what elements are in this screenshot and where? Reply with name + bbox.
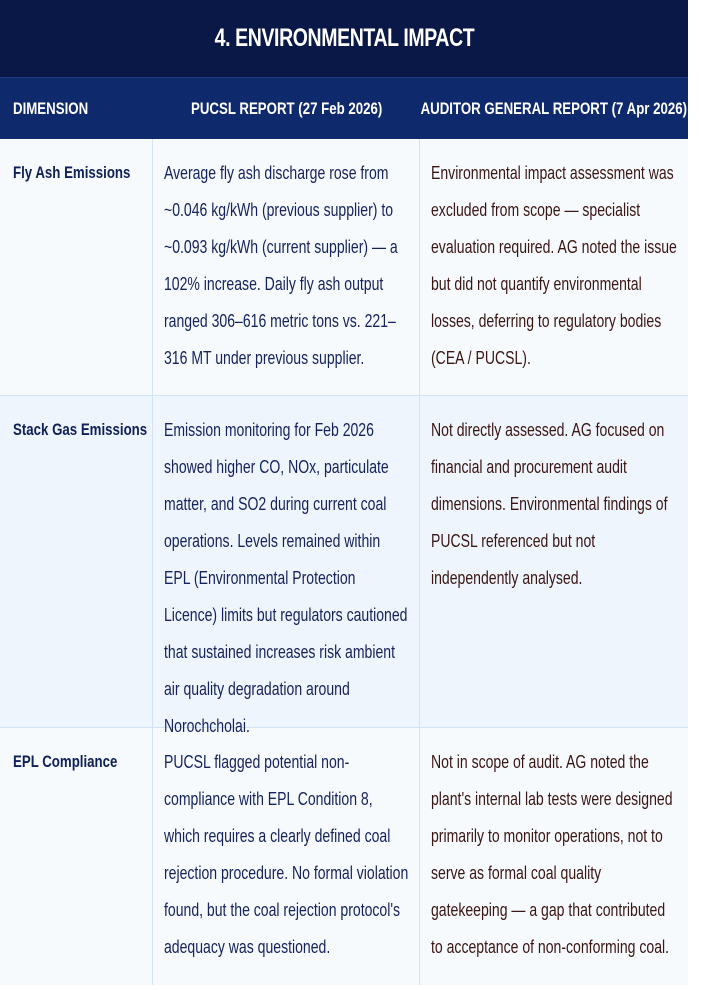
- header-pucsl-label: PUCSL REPORT (27 Feb 2026): [190, 98, 383, 118]
- dimension-label: Fly Ash Emissions: [13, 163, 131, 182]
- pucsl-cell: [153, 396, 420, 745]
- header-dimension-label: DIMENSION: [13, 98, 89, 118]
- pucsl-text: PUCSL flagged potential non-compliance with EPL Condition 8, which requires a clearly defined coal rejection procedure. No formal violation found, but the coal rejection protocol's adequacy was questioned.: [164, 752, 409, 957]
- ag-cell: [420, 396, 688, 745]
- ag-text: Not in scope of audit. AG noted the plant's internal lab tests were designed primarily to monitor operations, not to serve as formal coal quality gatekeeping — a gap that contributed to acceptance of non-conforming coal.: [431, 752, 673, 957]
- header-pucsl: [153, 78, 420, 139]
- header-ag-label: AUDITOR GENERAL REPORT (7 Apr 2026): [420, 98, 688, 118]
- ag-text: Not directly assessed. AG focused on financial and procurement audit dimensions. Environmental findings of PUCSL referenced but not independently analysed.: [431, 420, 668, 588]
- pucsl-cell: [153, 139, 420, 395]
- ag-cell: [420, 728, 688, 985]
- table-title: 4. ENVIRONMENTAL IMPACT: [214, 24, 474, 52]
- pucsl-text: Emission monitoring for Feb 2026 showed higher CO, NOx, particulate matter, and SO2 during current coal operations. Levels remained within EPL (Environmental Protection Licence) limits but regulators cautioned that sustained increases risk ambient air quality degradation around Norochcholai.: [164, 420, 408, 736]
- ag-text: Environmental impact assessment was excluded from scope — specialist evaluation required. AG noted the issue but did not quantify environmental losses, deferring to regulatory bodies (CEA / PUCSL).: [431, 163, 677, 368]
- header-ag: [420, 78, 688, 139]
- dimension-label: Stack Gas Emissions: [13, 420, 148, 439]
- table-row: [0, 728, 688, 985]
- dimension-cell: [0, 139, 153, 395]
- pucsl-text: Average fly ash discharge rose from ~0.046 kg/kWh (previous supplier) to ~0.093 kg/kWh (current supplier) — a 102% increase. Daily fly ash output ranged 306–616 metric tons vs. 221–316 MT under previous supplier.: [164, 163, 398, 368]
- table-header-row: [0, 77, 688, 139]
- header-dimension: [0, 78, 153, 139]
- dimension-cell: [0, 728, 153, 985]
- table-row: [0, 396, 688, 736]
- pucsl-cell: [153, 728, 420, 985]
- ag-cell: [420, 139, 688, 395]
- table-title-bar: [0, 0, 688, 77]
- dimension-label: EPL Compliance: [13, 752, 118, 771]
- table-row: [0, 139, 688, 396]
- dimension-cell: [0, 396, 153, 745]
